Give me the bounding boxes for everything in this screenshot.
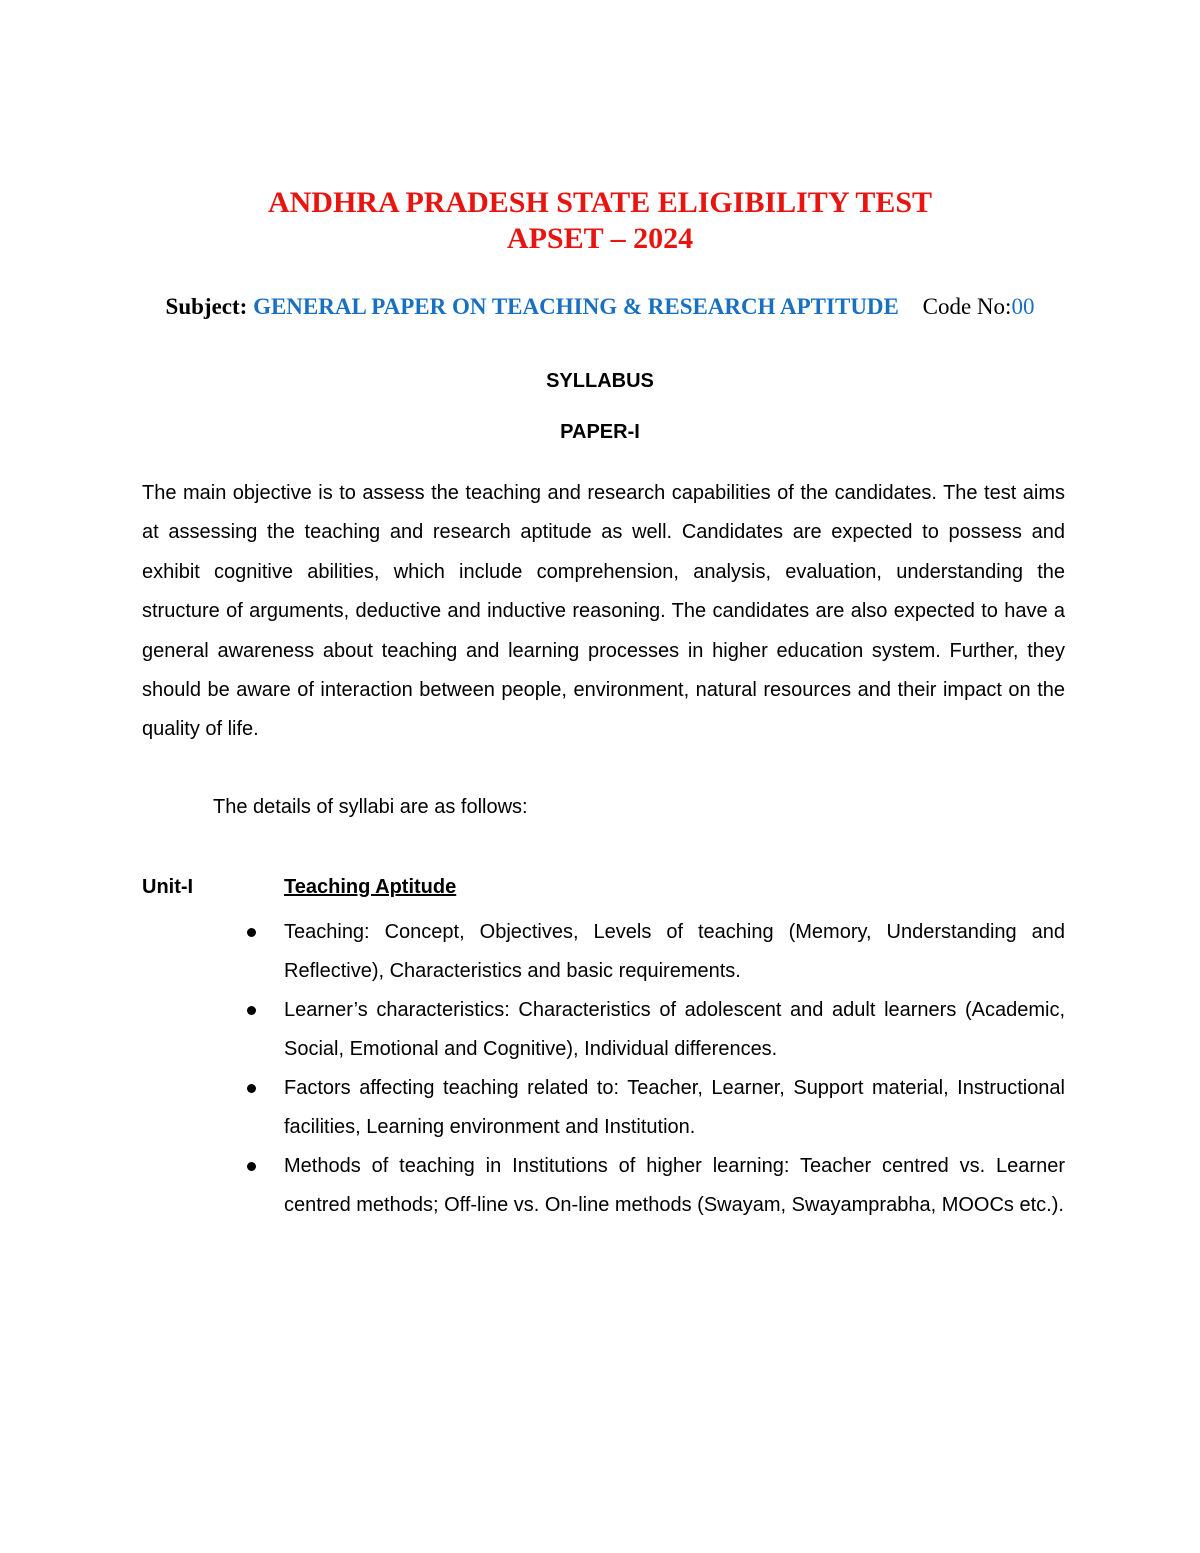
code-value: 00 bbox=[1011, 294, 1035, 319]
intro-paragraph: The main objective is to assess the teaching and research capabilities of the candidates. The test aims at assessing the teaching and research aptitude as well. Candidates are expected to possess and exhibit cognitive abilities, which include comprehension, analysis, evaluation, understanding the structure of arguments, deductive and inductive reasoning. The candidates are also expected to have a general awareness about teaching and learning processes in higher education system. Further, they should be aware of interaction between people, environment, natural resources and their impact on the quality of life. bbox=[142, 482, 1065, 741]
bullet-icon bbox=[247, 928, 256, 937]
list-item bbox=[240, 1069, 1065, 1147]
syllabus-heading: SYLLABUS bbox=[546, 370, 654, 392]
subject-line bbox=[0, 292, 1200, 322]
list-item-text: Teaching: Concept, Objectives, Levels of teaching (Memory, Understanding and Reflective), Characteristics and basic requirements. bbox=[284, 921, 1065, 982]
bullet-icon bbox=[247, 1162, 256, 1171]
unit-title: Teaching Aptitude bbox=[284, 876, 457, 898]
list-item bbox=[240, 913, 1065, 991]
list-item bbox=[240, 991, 1065, 1069]
code-label: Code No: bbox=[922, 294, 1012, 319]
list-item-text: Methods of teaching in Institutions of higher learning: Teacher centred vs. Learner centred methods; Off-line vs. On-line methods (Swayam, Swayamprabha, MOOCs etc.). bbox=[284, 1155, 1065, 1216]
document-subtitle: APSET – 2024 bbox=[506, 222, 694, 255]
paper-heading: PAPER-I bbox=[560, 421, 640, 443]
details-line: The details of syllabi are as follows: bbox=[213, 796, 528, 818]
bullet-icon bbox=[247, 1006, 256, 1015]
document-title: ANDHRA PRADESH STATE ELIGIBILITY TEST bbox=[267, 186, 933, 219]
unit-label: Unit-I bbox=[142, 876, 194, 898]
subject-label: Subject: bbox=[165, 294, 248, 319]
subject-value: GENERAL PAPER ON TEACHING & RESEARCH APTITUDE bbox=[253, 294, 899, 319]
unit-bullet-list bbox=[240, 913, 1065, 1264]
list-item bbox=[240, 1147, 1065, 1264]
list-item-text: Learner’s characteristics: Characteristics of adolescent and adult learners (Academic, Social, Emotional and Cognitive), Individual differences. bbox=[284, 999, 1065, 1060]
list-item-text: Factors affecting teaching related to: Teacher, Learner, Support material, Instructional facilities, Learning environment and Institution. bbox=[284, 1077, 1065, 1138]
bullet-icon bbox=[247, 1084, 256, 1093]
